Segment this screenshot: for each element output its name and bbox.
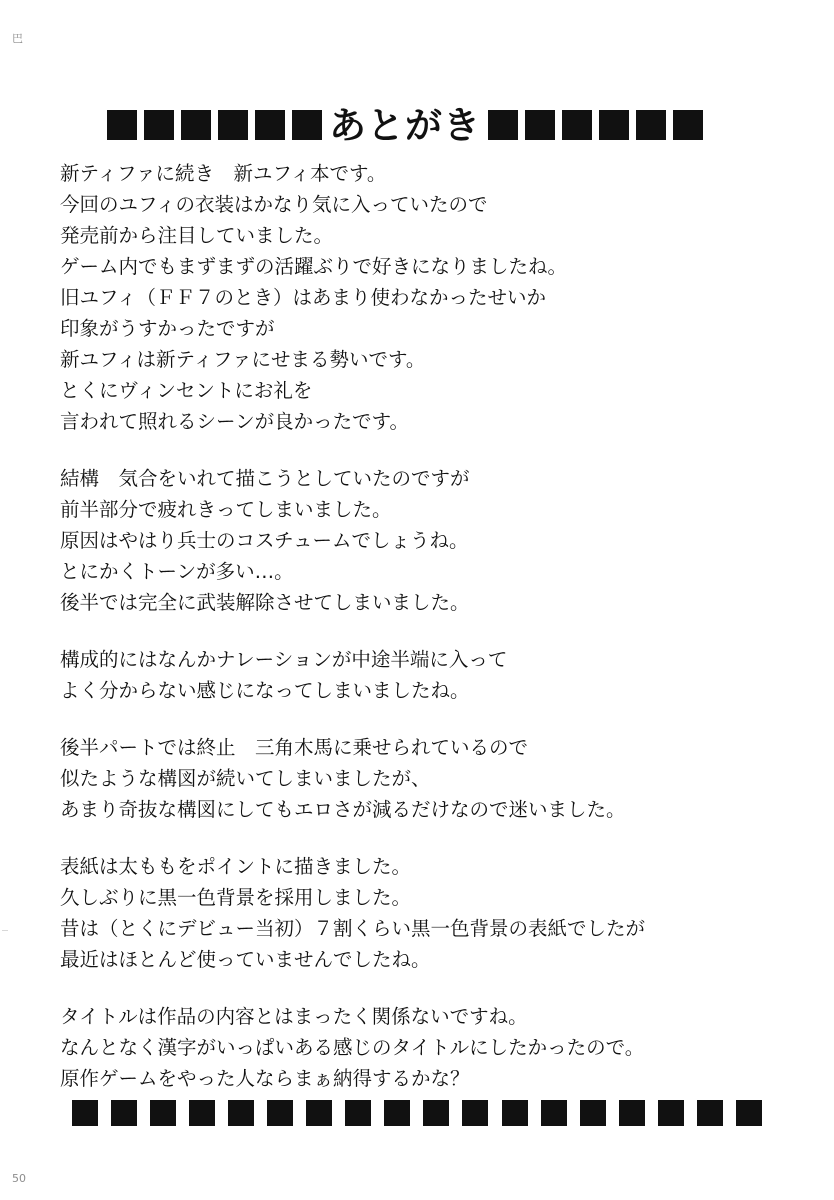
decorative-square [736, 1100, 762, 1126]
text-line: 久しぶりに黒一色背景を採用しました。 [60, 886, 412, 909]
decorative-square [636, 110, 666, 140]
decorative-square [189, 1100, 215, 1126]
decorative-square [292, 110, 322, 140]
decorative-square [562, 110, 592, 140]
afterword-body [60, 158, 780, 1094]
text-line: 結構 気合をいれて描こうとしていたのですが [60, 467, 470, 490]
paragraph [60, 644, 780, 706]
text-line: なんとなく漢字がいっぱいある感じのタイトルにしたかったので。 [60, 1036, 645, 1059]
decorative-square [619, 1100, 645, 1126]
decorative-square [580, 1100, 606, 1126]
text-line: 新ティファに続き 新ユフィ本です。 [60, 162, 387, 185]
decorative-square [541, 1100, 567, 1126]
decorative-square [72, 1100, 98, 1126]
paragraph [60, 851, 780, 975]
text-line: 後半パートでは終止 三角木馬に乗せられているので [60, 736, 529, 759]
text-line: 言われて照れるシーンが良かったです。 [60, 410, 410, 433]
text-line: ゲーム内でもまずまずの活躍ぶりで好きになりましたね。 [60, 255, 568, 278]
decorative-square [306, 1100, 332, 1126]
text-line: あまり奇抜な構図にしてもエロさが減るだけなので迷いました。 [60, 798, 626, 821]
decorative-square [181, 110, 211, 140]
text-line: 原作ゲームをやった人ならまぁ納得するかな？ [60, 1067, 470, 1090]
text-line: とくにヴィンセントにお礼を [60, 379, 313, 402]
decorative-square [599, 110, 629, 140]
text-line: タイトルは作品の内容とはまったく関係ないですね。 [60, 1005, 528, 1028]
text-line: 表紙は太ももをポイントに描きました。 [60, 855, 412, 878]
corner-mark-top: 巴 [12, 32, 23, 45]
decorative-square [218, 110, 248, 140]
text-line: 新ユフィは新ティファにせまる勢いです。 [60, 348, 426, 371]
text-line: 後半では完全に武装解除させてしまいました。 [60, 591, 470, 614]
decorative-square [673, 110, 703, 140]
decorative-square [144, 110, 174, 140]
paragraph [60, 463, 780, 618]
decorative-square [345, 1100, 371, 1126]
text-line: とにかくトーンが多い…。 [60, 560, 294, 583]
decorative-square [658, 1100, 684, 1126]
decorative-square [488, 110, 518, 140]
decorative-square [423, 1100, 449, 1126]
edge-tick [2, 930, 8, 931]
text-line: よく分からない感じになってしまいましたね。 [60, 679, 470, 702]
text-line: 最近はほとんど使っていませんでしたね。 [60, 948, 431, 971]
text-line: 発売前から注目していました。 [60, 224, 334, 247]
bottom-decorative-band [72, 1100, 762, 1126]
decorative-square [267, 1100, 293, 1126]
text-line: 旧ユフィ（ＦＦ７のとき）はあまり使わなかったせいか [60, 286, 546, 309]
text-line: 前半部分で疲れきってしまいました。 [60, 498, 392, 521]
afterword-title-band [85, 104, 725, 146]
decorative-square [228, 1100, 254, 1126]
page-title: あとがき [329, 103, 481, 147]
decorative-square [255, 110, 285, 140]
decorative-square [150, 1100, 176, 1126]
text-line: 原因はやはり兵士のコスチュームでしょうね。 [60, 529, 469, 552]
text-line: 印象がうすかったですが [60, 317, 275, 340]
decorative-square [107, 110, 137, 140]
decorative-square [525, 110, 555, 140]
decorative-square [462, 1100, 488, 1126]
text-line: 昔は（とくにデビュー当初）７割くらい黒一色背景の表紙でしたが [60, 917, 646, 940]
decorative-square [384, 1100, 410, 1126]
text-line: 今回のユフィの衣装はかなり気に入っていたので [60, 193, 488, 216]
decorative-square [502, 1100, 528, 1126]
decorative-square [697, 1100, 723, 1126]
paragraph [60, 732, 780, 825]
text-line: 構成的にはなんかナレーションが中途半端に入って [60, 648, 508, 671]
decorative-square [111, 1100, 137, 1126]
paragraph [60, 1001, 780, 1094]
page-number: 50 [12, 1172, 26, 1185]
paragraph [60, 158, 780, 437]
text-line: 似たような構図が続いてしまいましたが、 [60, 767, 431, 790]
